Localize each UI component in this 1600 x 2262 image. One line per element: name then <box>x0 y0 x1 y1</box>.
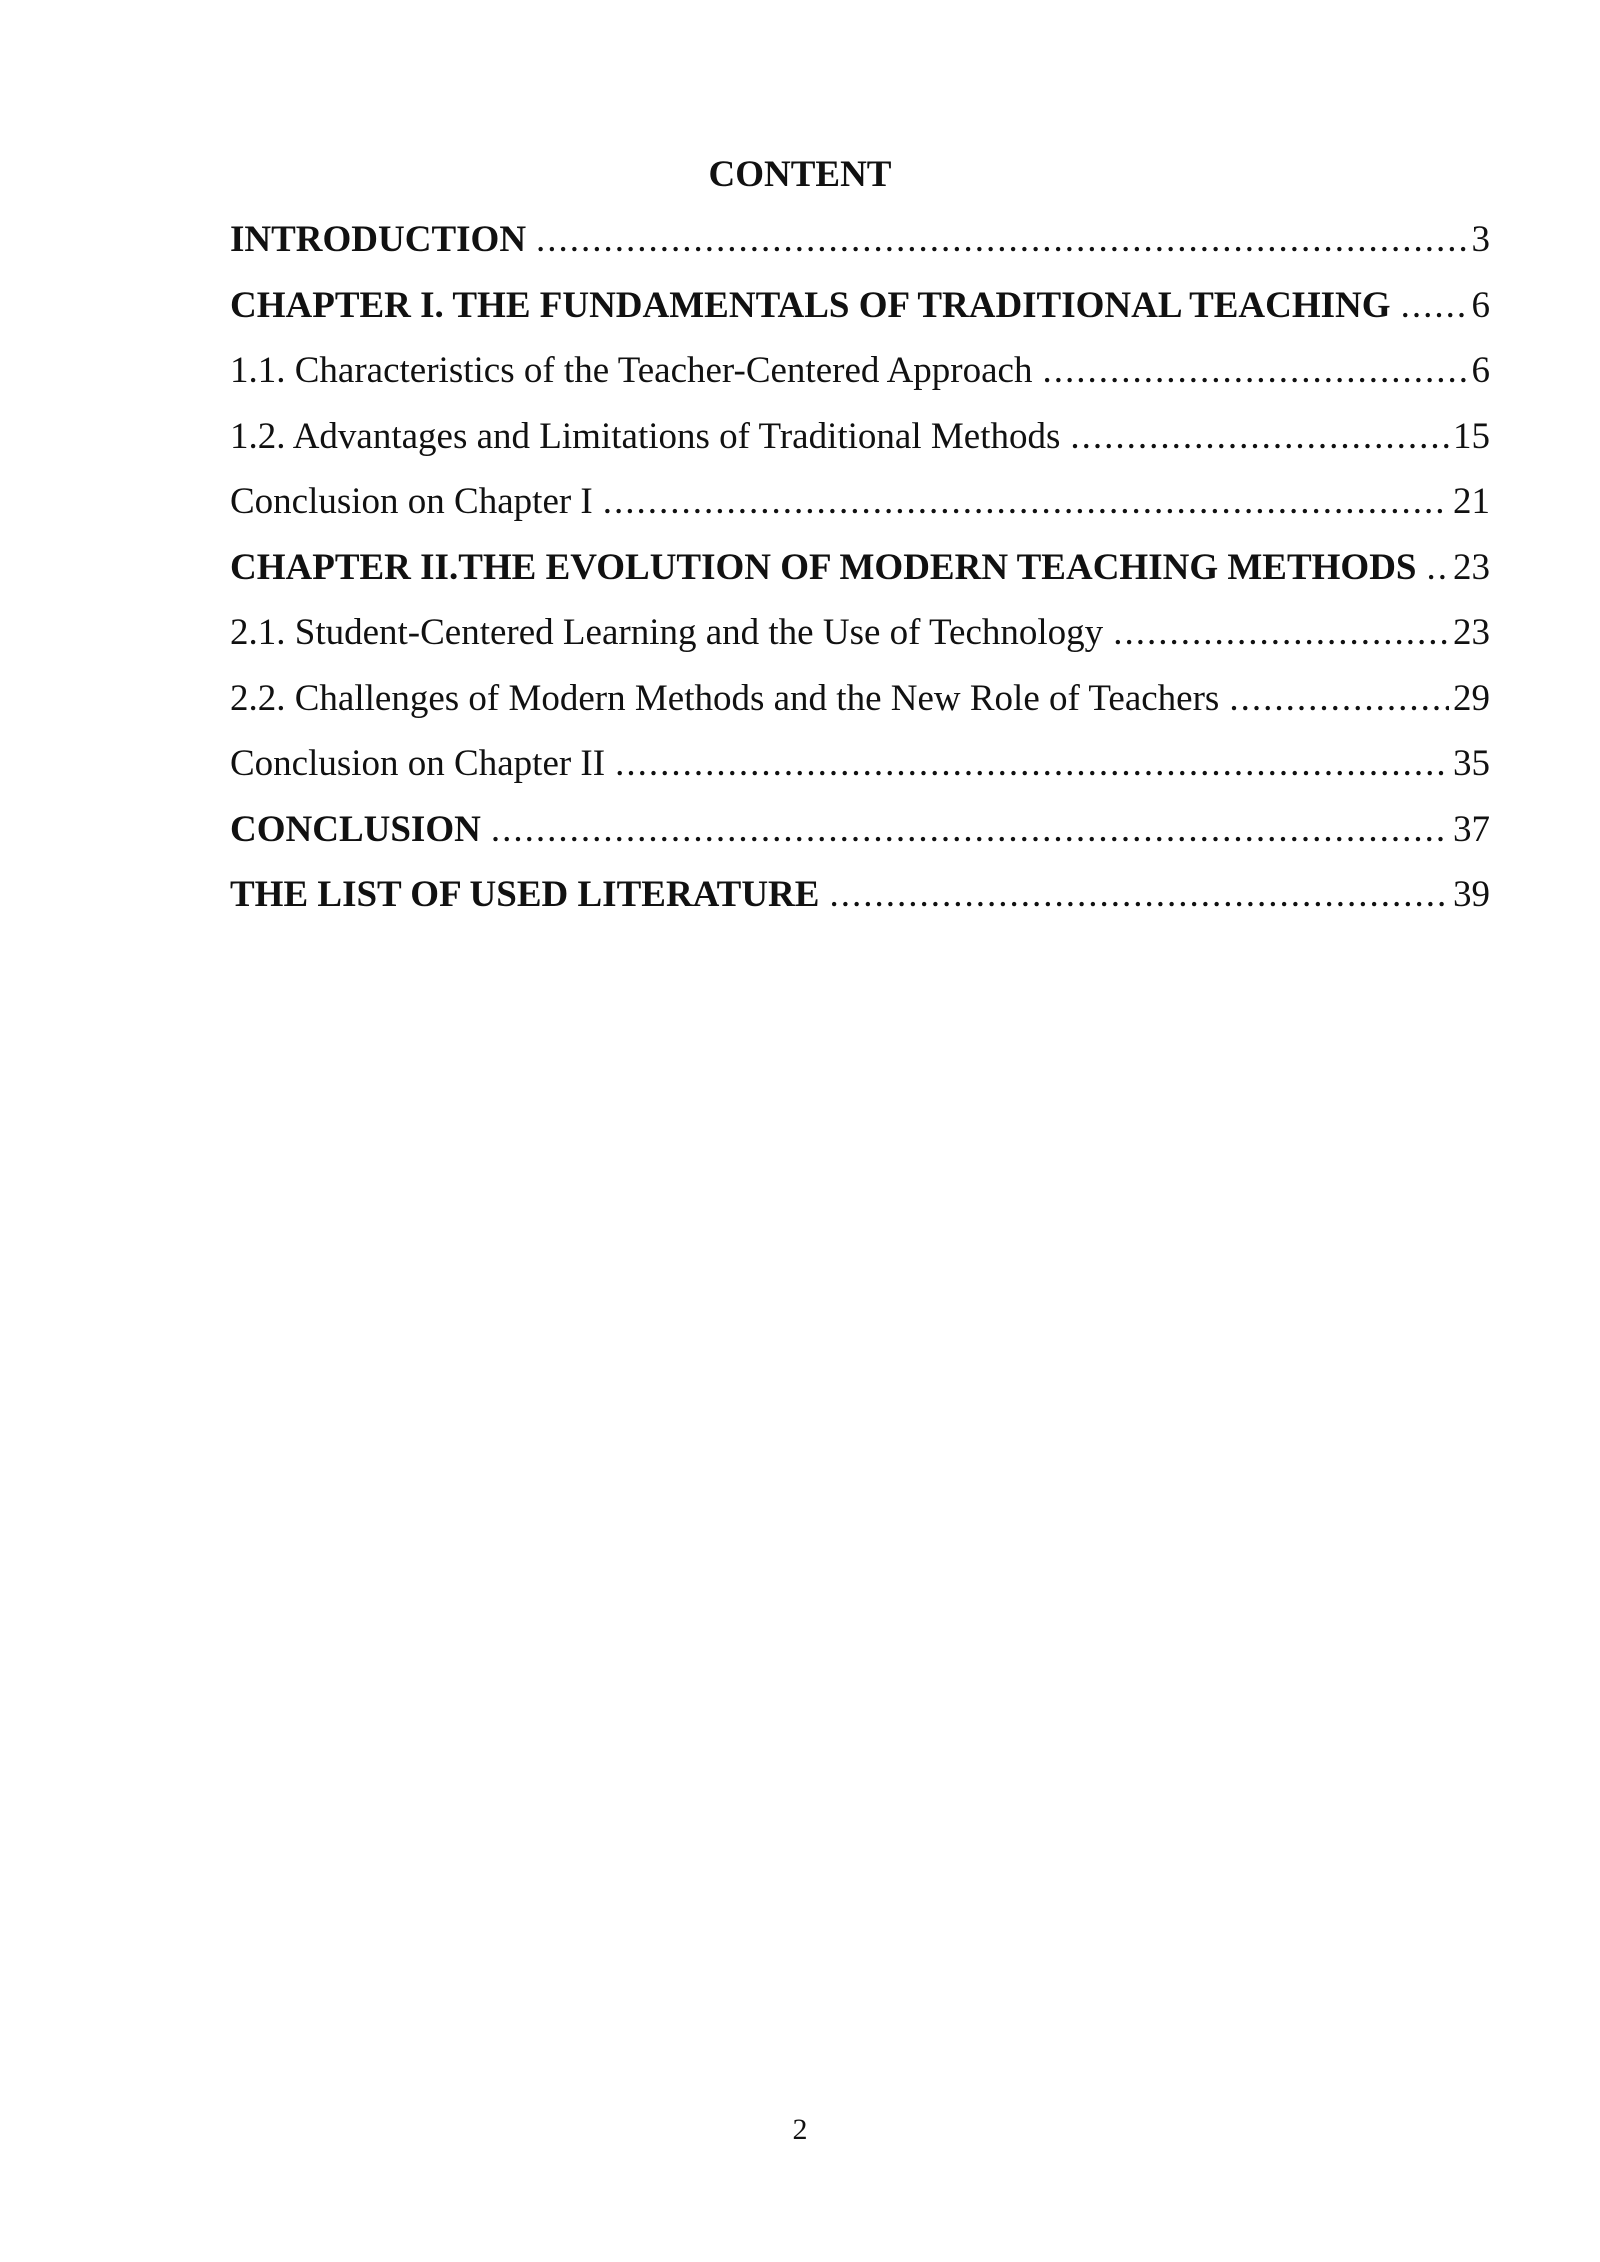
toc-heading: CONTENT <box>708 154 892 195</box>
toc-entry-page: 35 <box>1453 743 1490 784</box>
toc-entry-introduction <box>230 210 1490 276</box>
toc-entry-page: 39 <box>1453 874 1490 915</box>
toc-entry-conclusion-chapter-2 <box>230 734 1490 800</box>
toc-entry-title: CHAPTER II.THE EVOLUTION OF MODERN TEACHING METHODS <box>230 546 1417 588</box>
toc-entry-chapter-1 <box>230 276 1490 342</box>
toc-entry-page: 37 <box>1453 808 1490 850</box>
toc-entry-page: 3 <box>1471 219 1490 260</box>
toc-entry-section-1-2 <box>230 407 1490 473</box>
dot-leader <box>615 734 1449 794</box>
dot-leader <box>829 865 1449 925</box>
dot-leader <box>1070 407 1449 467</box>
toc-entry-page: 29 <box>1453 677 1490 719</box>
toc-entry-title: 1.1. Characteristics of the Teacher-Centered Approach <box>230 350 1033 391</box>
dot-leader <box>1427 538 1450 598</box>
toc-entry-page: 23 <box>1453 612 1490 653</box>
toc-entry-title: Conclusion on Chapter I <box>230 481 593 522</box>
toc-entry-literature <box>230 865 1490 931</box>
toc-entry-conclusion-chapter-1 <box>230 472 1490 538</box>
table-of-contents <box>230 210 1490 931</box>
dot-leader <box>491 800 1449 860</box>
toc-entry-page: 6 <box>1471 284 1490 326</box>
toc-entry-section-1-1 <box>230 341 1490 407</box>
toc-entry-title: 2.2. Challenges of Modern Methods and the New Role of Teachers <box>230 677 1220 719</box>
dot-leader <box>536 210 1467 270</box>
page-number: 2 <box>792 2113 808 2146</box>
dot-leader <box>603 472 1449 532</box>
toc-entry-title: INTRODUCTION <box>230 219 527 260</box>
toc-entry-chapter-2 <box>230 538 1490 604</box>
toc-entry-section-2-2 <box>230 669 1490 735</box>
toc-entry-conclusion <box>230 800 1490 866</box>
dot-leader <box>1113 603 1449 663</box>
toc-entry-page: 15 <box>1453 415 1490 457</box>
toc-entry-title: Conclusion on Chapter II <box>230 743 606 784</box>
toc-entry-page: 23 <box>1453 546 1490 588</box>
toc-entry-title: THE LIST OF USED LITERATURE <box>230 874 820 915</box>
toc-entry-title: CHAPTER I. THE FUNDAMENTALS OF TRADITIONAL TEACHING <box>230 284 1391 326</box>
toc-entry-section-2-1 <box>230 603 1490 669</box>
dot-leader <box>1229 669 1449 729</box>
dot-leader <box>1401 276 1468 336</box>
toc-entry-title: CONCLUSION <box>230 808 481 850</box>
toc-entry-title: 1.2. Advantages and Limitations of Traditional Methods <box>230 415 1061 457</box>
toc-entry-page: 21 <box>1453 481 1490 522</box>
toc-entry-page: 6 <box>1471 350 1490 391</box>
dot-leader <box>1042 341 1467 401</box>
toc-entry-title: 2.1. Student-Centered Learning and the Use of Technology <box>230 612 1104 653</box>
